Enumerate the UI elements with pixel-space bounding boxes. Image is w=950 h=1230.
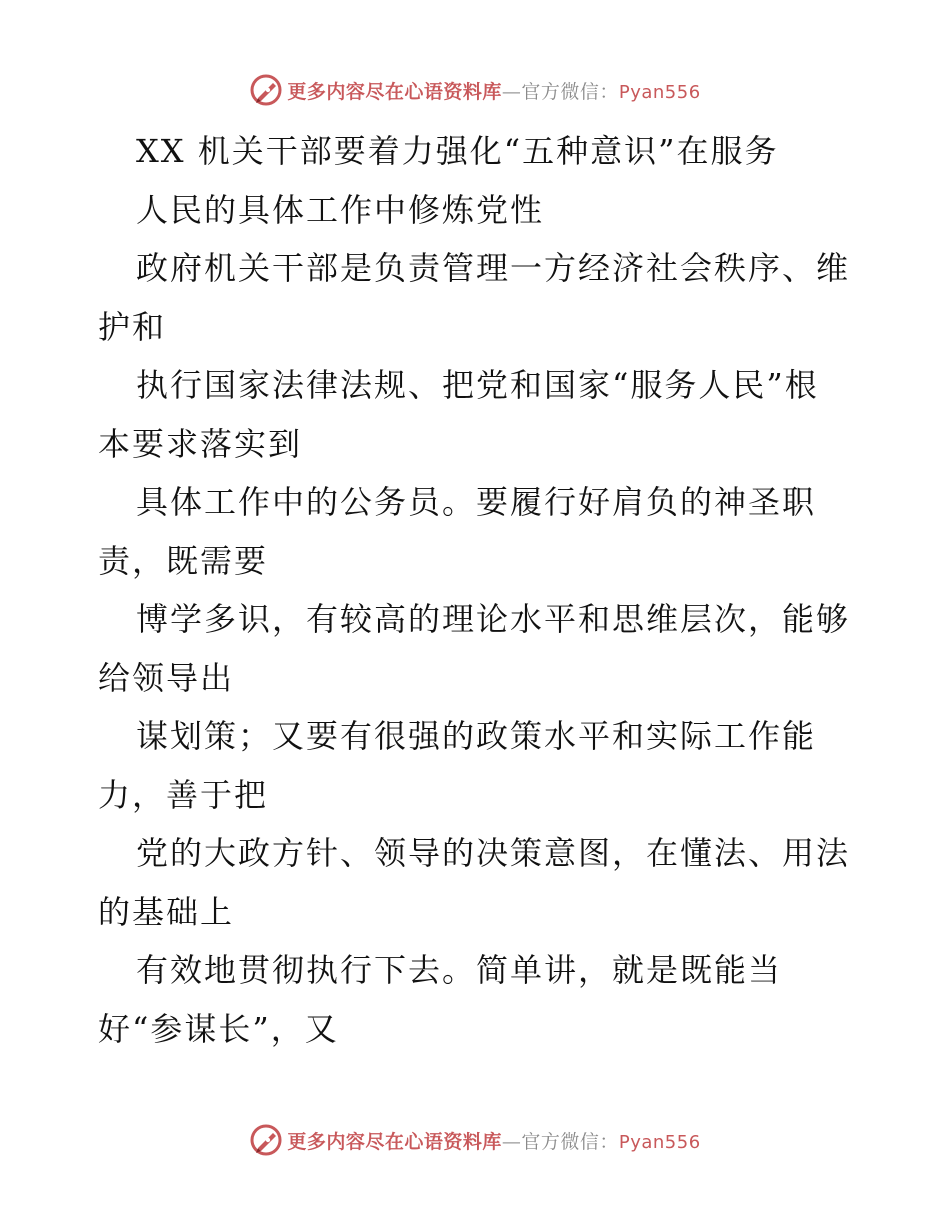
- text-line: 政府机关干部是负责管理一方经济社会秩序、维: [136, 249, 851, 287]
- text-line: 好“参谋长”，又: [98, 1009, 339, 1048]
- watermark-wechat-id: Pyan556: [618, 81, 701, 103]
- text-line: 谋划策；又要有很强的政策水平和实际工作能: [136, 717, 817, 755]
- watermark-text: [287, 77, 700, 104]
- watermark-label: 官方微信：: [521, 1130, 619, 1153]
- text-line: XX 机关干部要着力强化“五种意识”在服务: [136, 132, 779, 170]
- text-line: 给领导出: [98, 658, 235, 697]
- text-line: 具体工作中的公务员。要履行好肩负的神圣职: [136, 483, 817, 521]
- document-body: [98, 122, 858, 1058]
- footer-watermark: [0, 1118, 950, 1162]
- text-line: 有效地贯彻执行下去。简单讲，就是既能当: [136, 951, 783, 989]
- text-line: 的基础上: [98, 892, 235, 931]
- text-line: 本要求落实到: [98, 424, 303, 463]
- text-line: 力，善于把: [98, 775, 269, 814]
- watermark-dash: —: [501, 1130, 522, 1153]
- watermark-site: 更多内容尽在心语资料库: [287, 1130, 502, 1153]
- watermark-text: [287, 1127, 700, 1154]
- watermark-wechat-id: Pyan556: [618, 1131, 701, 1153]
- pen-logo-icon: [249, 1123, 283, 1157]
- text-line: 博学多识，有较高的理论水平和思维层次，能够: [136, 600, 851, 638]
- watermark-label: 官方微信：: [521, 80, 619, 103]
- pen-logo-icon: [249, 73, 283, 107]
- watermark-dash: —: [501, 80, 522, 103]
- text-line: 人民的具体工作中修炼党性: [136, 190, 545, 229]
- watermark-site: 更多内容尽在心语资料库: [287, 80, 502, 103]
- header-watermark: [0, 68, 950, 112]
- text-line: 护和: [98, 307, 167, 346]
- text-line: 党的大政方针、领导的决策意图，在懂法、用法: [136, 834, 851, 872]
- text-line: 执行国家法律法规、把党和国家“服务人民”根: [136, 366, 819, 404]
- text-line: 责，既需要: [98, 541, 269, 580]
